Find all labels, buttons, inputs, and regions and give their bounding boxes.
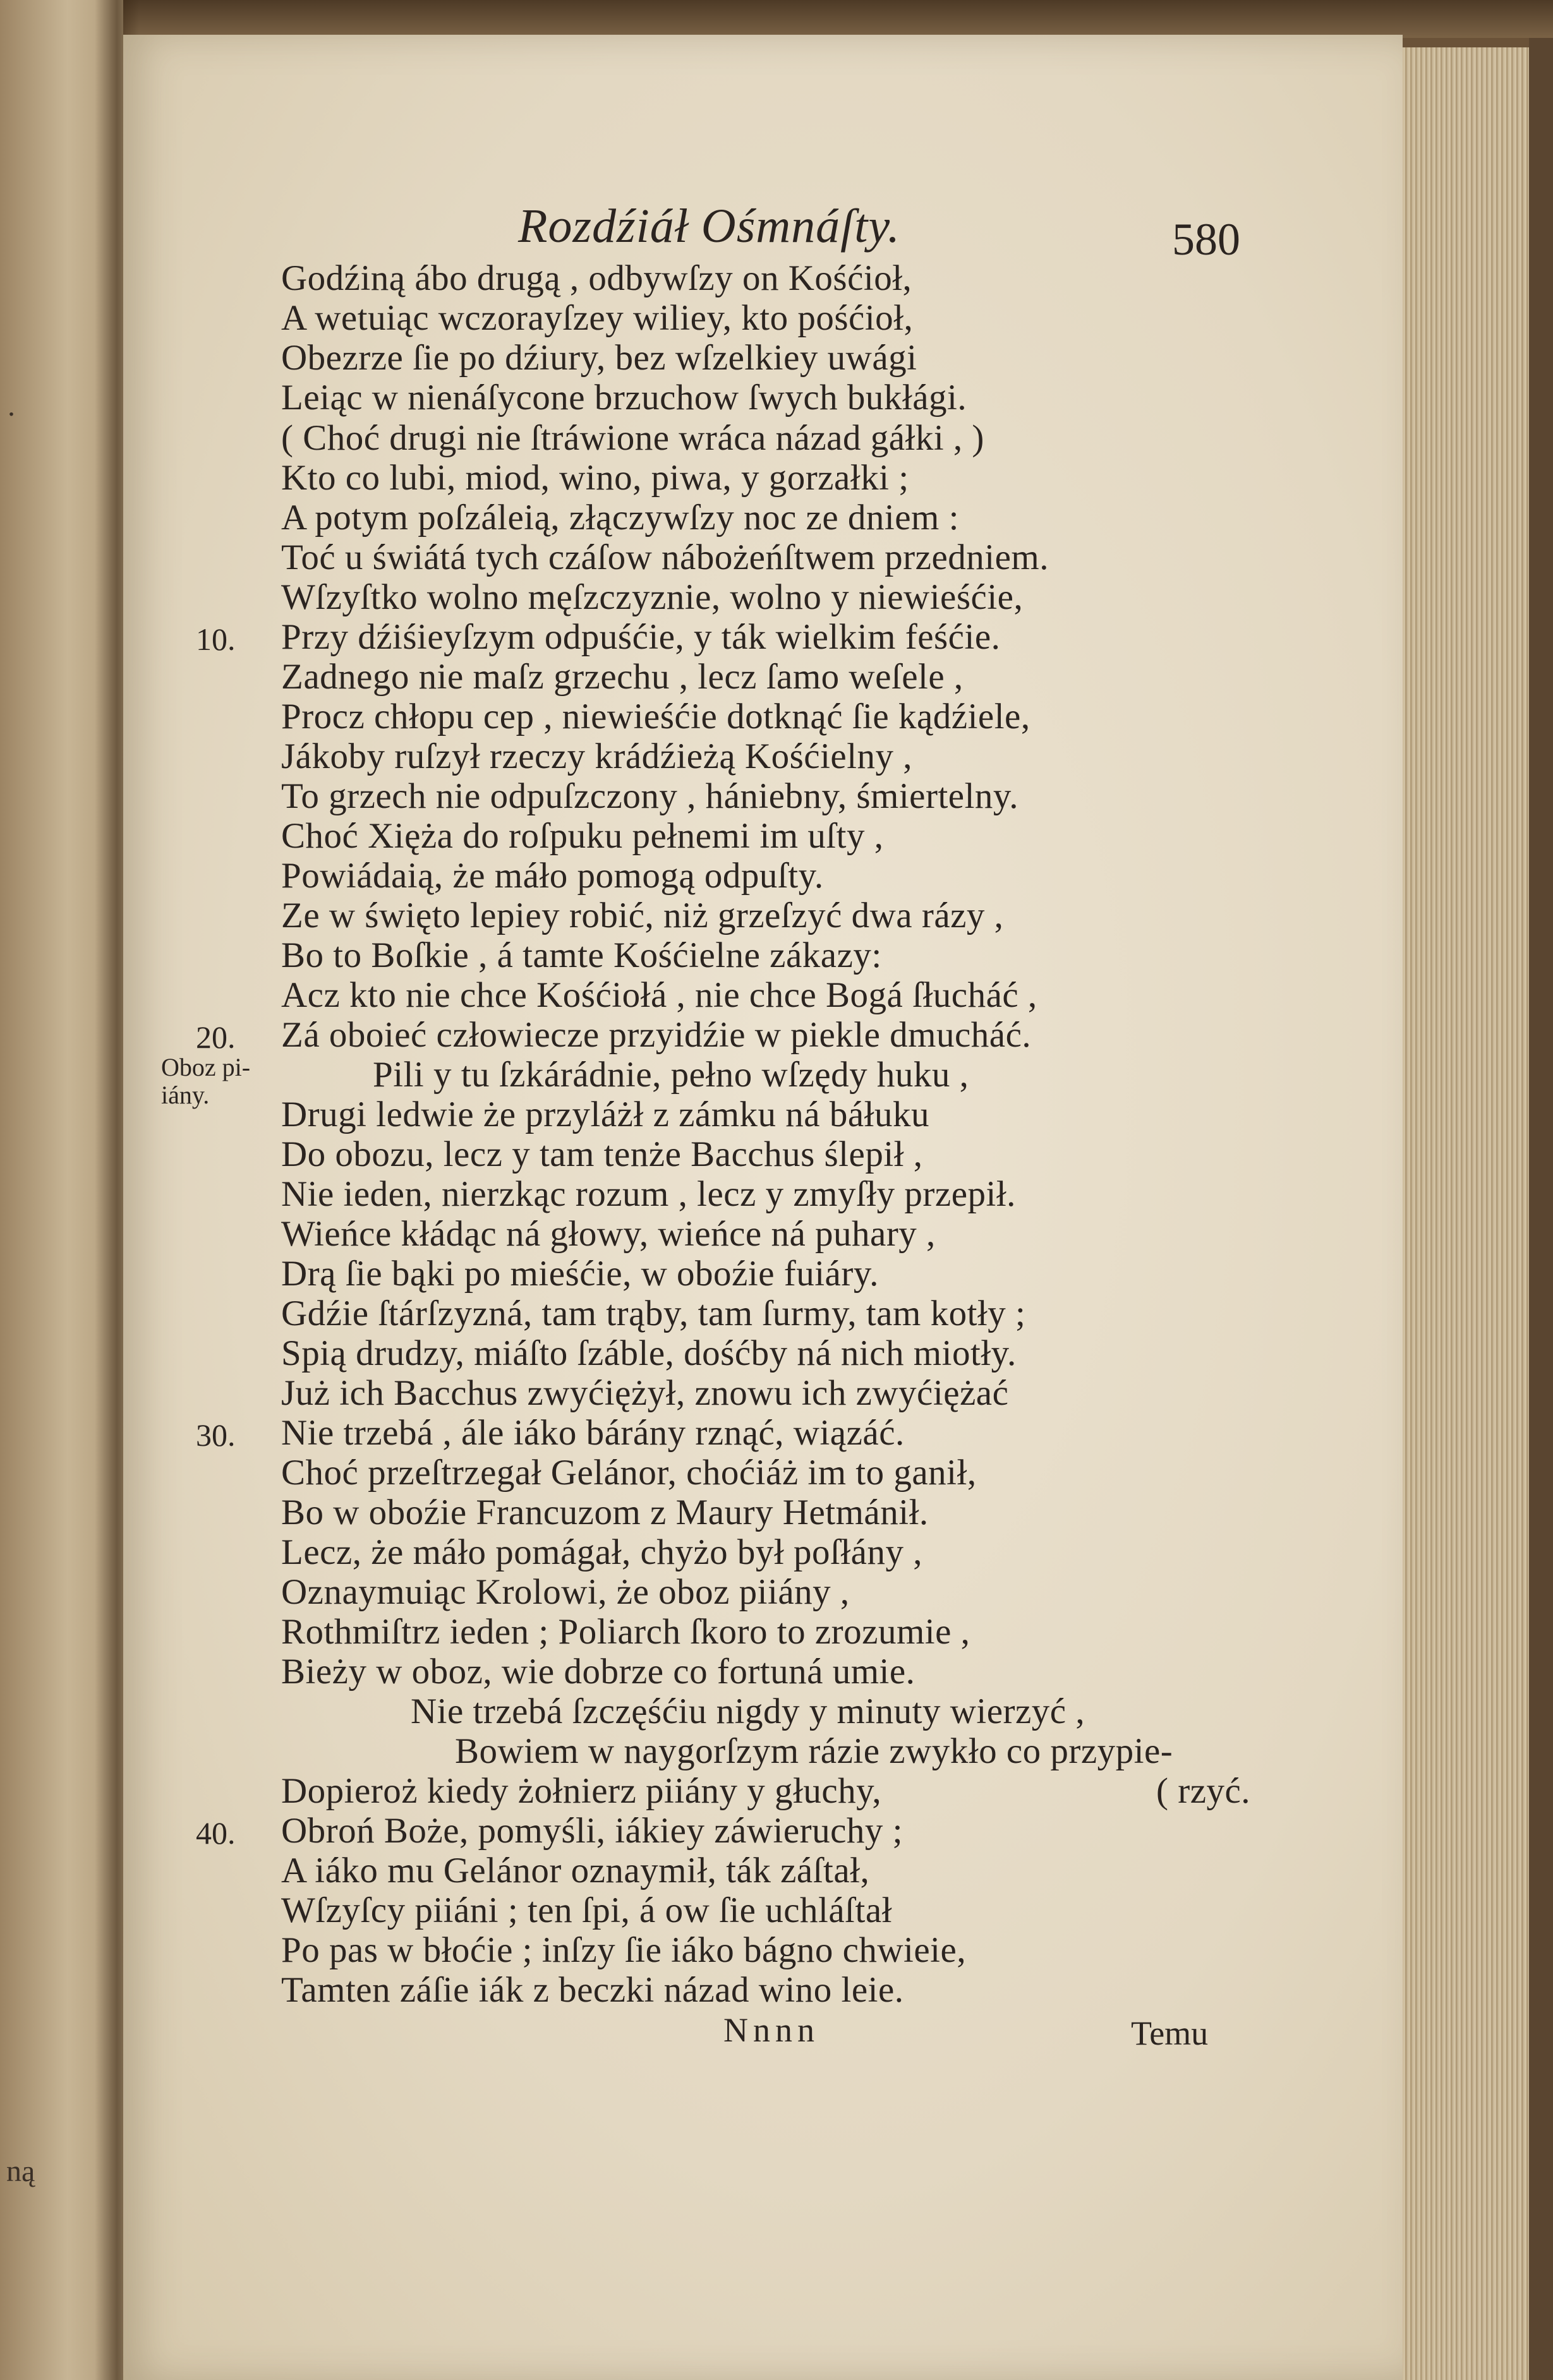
verse-line: Przy dźiśieyſzym odpuśćie, y ták wielkim feśćie. [281,617,1001,657]
verse-line: Zá oboieć człowiecze przyidźie w piekle dmucháć. [281,1015,1032,1055]
verse-line: A wetuiąc wczorayſzey wiliey, kto pośćioł, [281,298,914,338]
verse-line: Obroń Boże, pomyśli, iákiey záwieruchy ; [281,1811,903,1851]
signature-mark: Nnnn [723,2011,819,2049]
verse-line: Wſzyſcy piiáni ; ten ſpi, á ow ſie uchláſtał [281,1890,892,1930]
left-page-fragment: ną [6,2155,35,2188]
verse-line: Jákoby ruſzył rzeczy krádźieżą Kośćielny , [281,736,913,776]
verse-line: Acz kto nie chce Kośćiołá , nie chce Bogá ſłucháć , [281,975,1037,1015]
verse-line: Obezrze ſie po dźiury, bez wſzelkiey uwági [281,338,917,378]
line-number: 10. [196,622,236,657]
verse-line: Bowiem w naygorſzym rázie zwykło co przypie- [455,1731,1173,1771]
verse-line: ( Choć drugi nie ſtráwione wráca názad gáłki , ) [281,418,984,458]
verse-line: A iáko mu Gelánor oznaymił, ták záſtał, [281,1851,870,1890]
verse-line: Do obozu, lecz y tam tenże Bacchus ślepił , [281,1134,923,1174]
verse-line: Wſzyſtko wolno męſzczyznie, wolno y niewieśćie, [281,577,1024,617]
verse-line: Kto co lubi, miod, wino, piwa, y gorzałki ; [281,458,909,498]
verse-line: Leiąc w nienáſycone brzuchow ſwych bukłági. [281,378,967,418]
line-number: 30. [196,1417,236,1453]
verse-line: A potym poſzáleią, złączywſzy noc ze dniem : [281,498,959,538]
line-number: 40. [196,1815,236,1851]
catchword: Temu [1131,2014,1209,2052]
verse-line: Drugi ledwie że przyláżł z zámku ná báłuku [281,1095,929,1134]
book-cover-right [1529,38,1553,2380]
verse-line: Pili y tu ſzkárádnie, pełno wſzędy huku , [373,1055,969,1095]
verse-line: Tamten záſie iák z beczki názad wino leie. [281,1970,904,2010]
verse-line: Choć Xięża do roſpuku pełnemi im uſty , [281,816,884,856]
verse-line: Bieży w oboz, wie dobrze co fortuná umie. [281,1652,915,1692]
line-number: 20. [196,1019,236,1055]
verse-line: To grzech nie odpuſzczony , hániebny, śmiertelny. [281,776,1018,816]
verse-line: Spią drudzy, miáſto ſzáble, dośćby ná nich miotły. [281,1333,1017,1373]
left-page-fragment: . [8,389,15,423]
verse-line: Choć przeſtrzegał Gelánor, choćiáż im to ganił, [281,1453,977,1493]
verse-line: Oznaymuiąc Krolowi, że oboz piiány , [281,1572,850,1612]
verse-line: Nie ieden, nierzkąc rozum , lecz y zmyſły przepił. [281,1174,1016,1214]
verse-line: Zadnego nie maſz grzechu , lecz ſamo weſele , [281,657,964,697]
verse-line: Nie trzebá , ále iáko bárány rznąć, wiązáć. [281,1413,905,1453]
verse-line: Godźiną ábo drugą , odbywſzy on Kośćioł, [281,258,912,298]
book-cover-top [0,0,1553,38]
verse-line: Nie trzebá ſzczęśćiu nigdy y minuty wierzyć , [411,1692,1085,1731]
verse-line: Wieńce kłádąc ná głowy, wieńce ná puhary , [281,1214,936,1254]
verse-line: Już ich Bacchus zwyćiężył, znowu ich zwyćiężać [281,1373,1009,1413]
page-number: 580 [1172,214,1240,265]
verse-line: Gdźie ſtárſzyzná, tam trąby, tam ſurmy, tam kotły ; [281,1294,1026,1333]
verse-line: Drą ſie bąki po mieśćie, w oboźie fuiáry. [281,1254,879,1294]
verse-line: Bo w oboźie Francuzom z Maury Hetmánił. [281,1493,929,1532]
margin-note: iány. [161,1081,210,1109]
verse-line: Rothmiſtrz ieden ; Poliarch ſkoro to zrozumie , [281,1612,970,1652]
margin-note: Oboz pi- [161,1053,251,1081]
verse-line: Dopieroż kiedy żołnierz piiány y głuchy, [281,1771,882,1811]
verse-line: Bo to Boſkie , á tamte Kośćielne zákazy: [281,935,882,975]
verse-line: Toć u świátá tych czáſow nábożeńſtwem przedniem. [281,538,1049,577]
verse-line: Lecz, że máło pomágał, chyżo był poſłány , [281,1532,922,1572]
verse-line: Ze w święto lepiey robić, niż grzeſzyć dwa rázy , [281,896,1004,935]
page-edges-stack [1403,47,1529,2380]
verse-line: Procz chłopu cep , niewieśćie dotknąć ſie kądźiele, [281,697,1030,736]
verse-line: Po pas w błoćie ; inſzy ſie iáko bágno chwieie, [281,1930,967,1970]
running-title: Rozdźiáł Ośmnáſty. [518,200,900,253]
verse-turnover: ( rzyć. [1156,1771,1251,1811]
verse-line: Powiádaią, że máło pomogą odpuſty. [281,856,824,896]
